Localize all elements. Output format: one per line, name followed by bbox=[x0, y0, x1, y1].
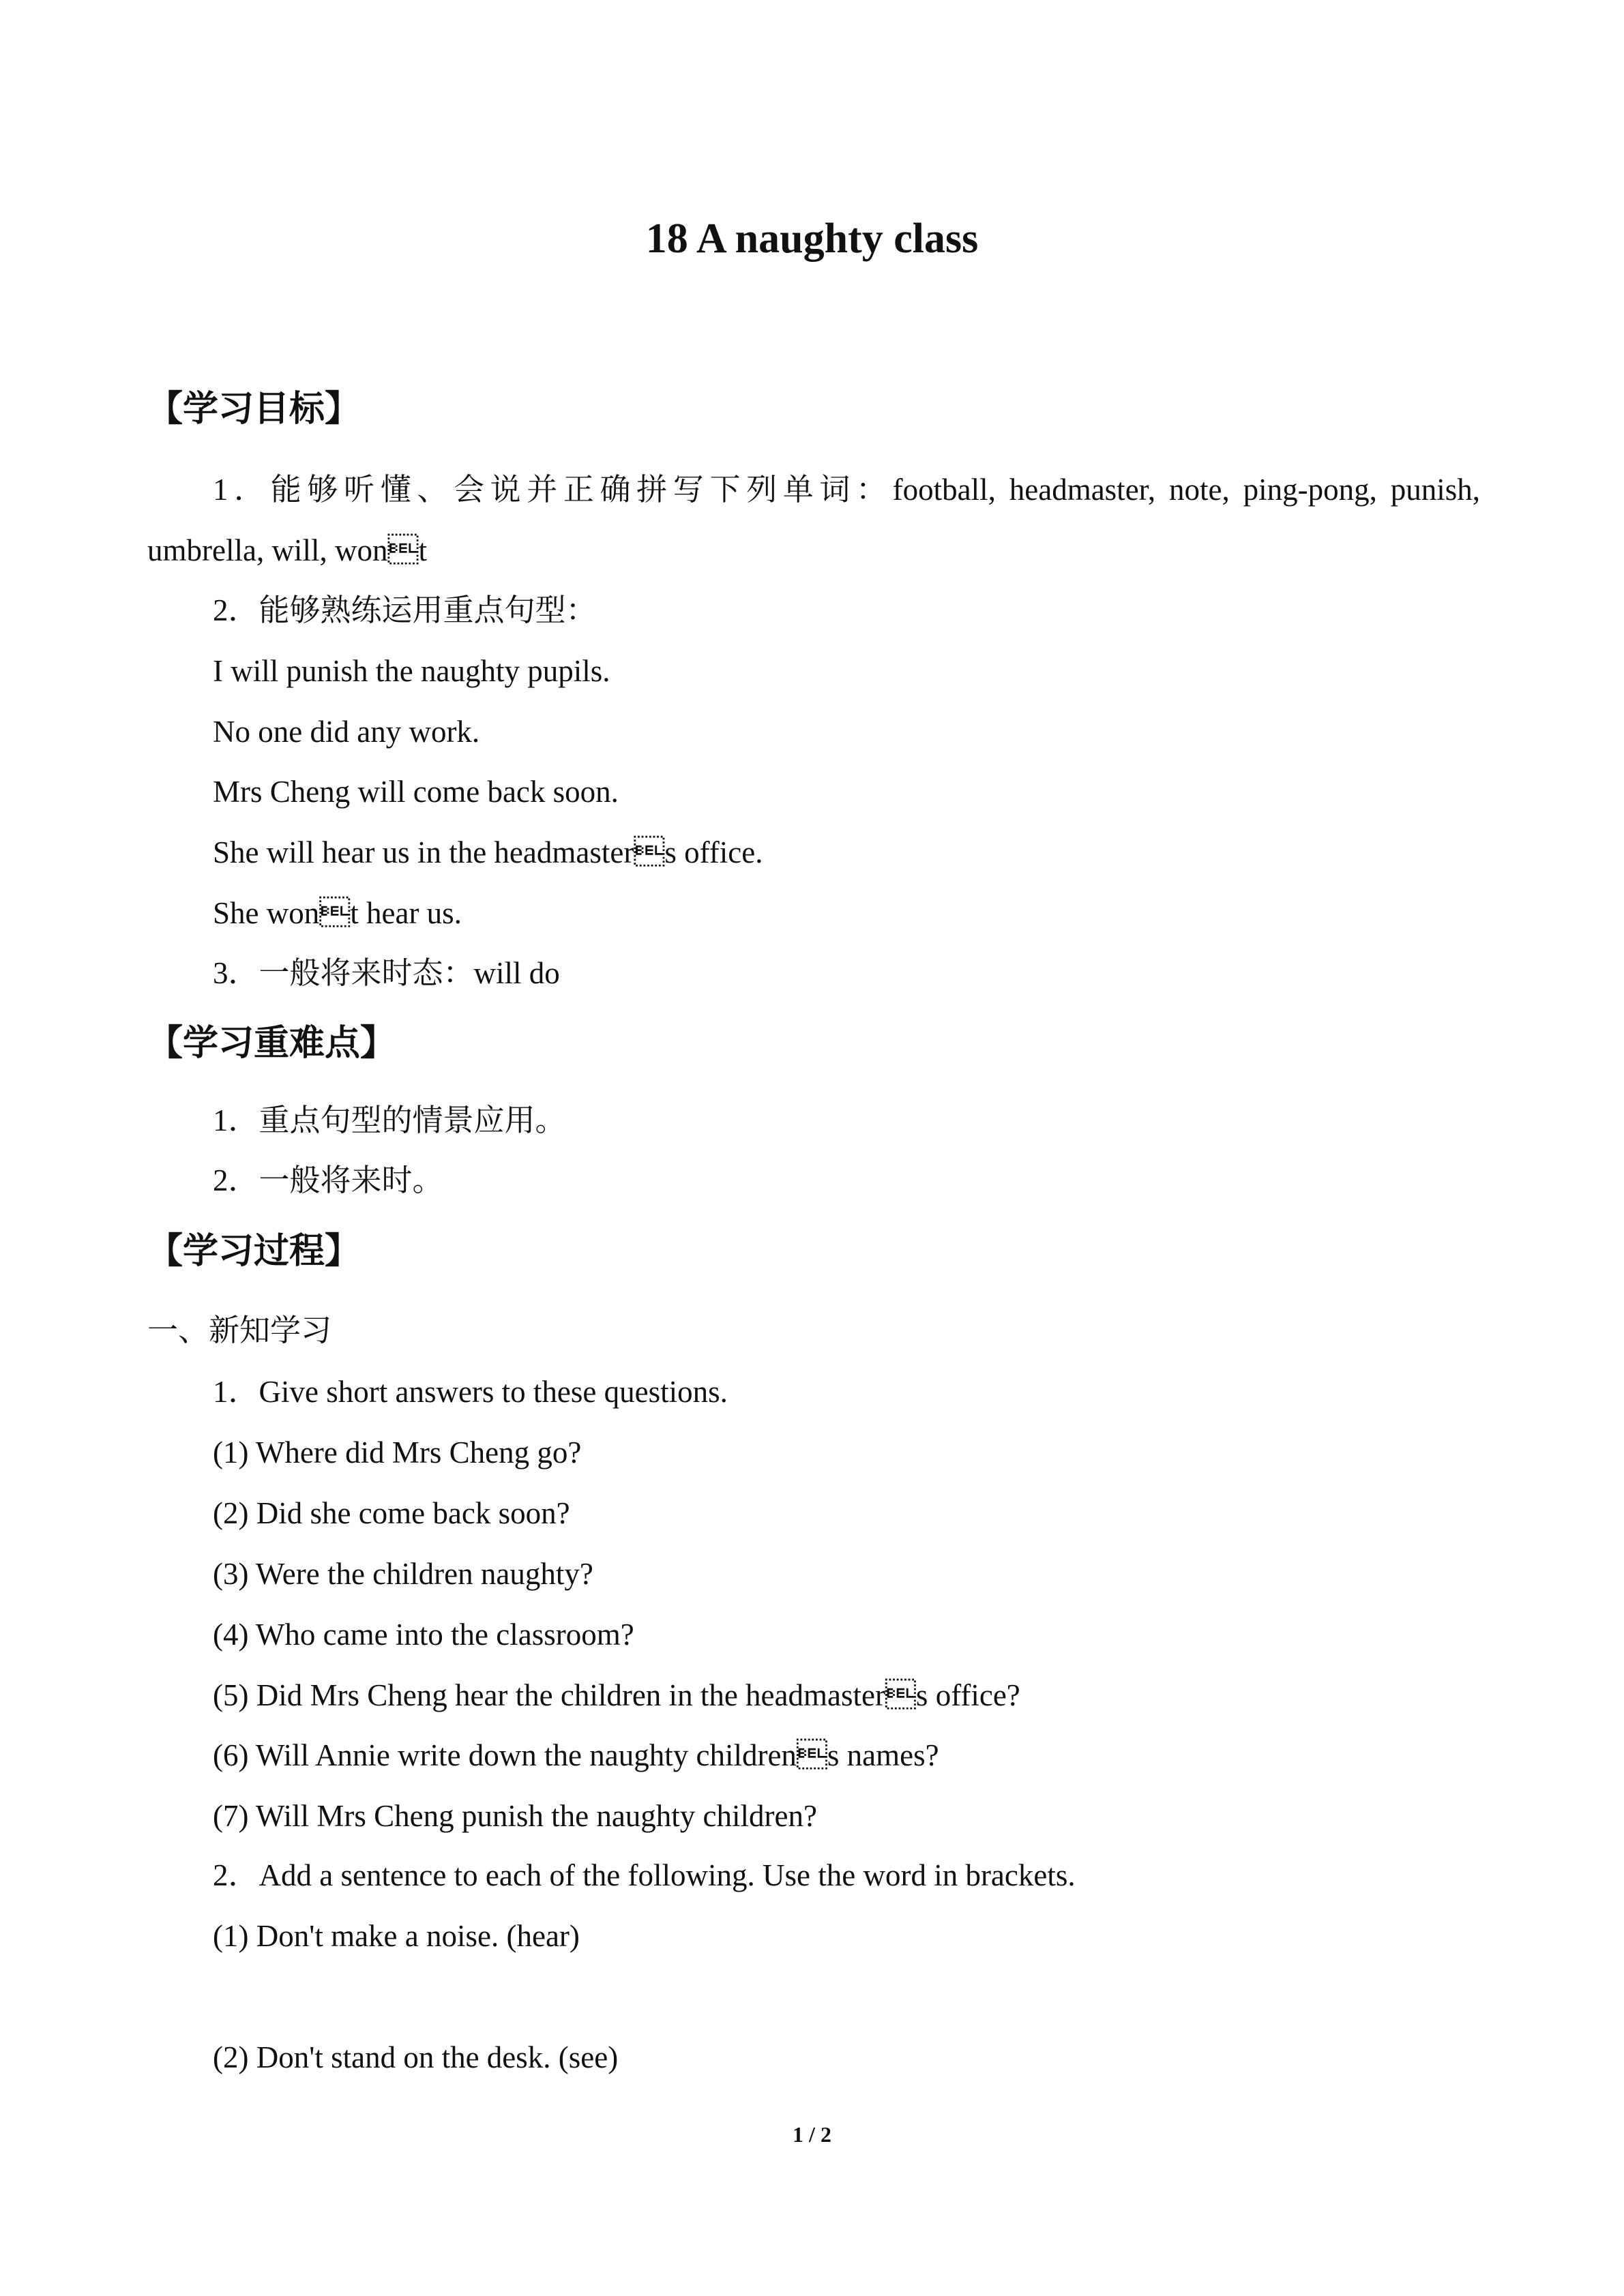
page-title: 18 A naughty class bbox=[645, 215, 979, 262]
key-sentence-2: No one did any work. bbox=[213, 715, 480, 749]
exercise-2-title: 2．Add a sentence to each of the following. Use the word in brackets. bbox=[213, 1858, 1076, 1892]
process-heading: 【学习过程】 bbox=[147, 1231, 361, 1272]
question-1: (1) Where did Mrs Cheng go? bbox=[213, 1435, 582, 1470]
key-point-2: 2．一般将来时。 bbox=[213, 1163, 443, 1197]
key-sentence-3: Mrs Cheng will come back soon. bbox=[213, 775, 619, 809]
question-3: (3) Were the children naughty? bbox=[213, 1557, 593, 1591]
question-5: (5) Did Mrs Cheng hear the children in the headmasters office? bbox=[213, 1678, 1020, 1712]
key-sentence-1: I will punish the naughty pupils. bbox=[213, 654, 610, 688]
page-number: 1 / 2 bbox=[793, 2122, 831, 2147]
question-2: (2) Did she come back soon? bbox=[213, 1496, 570, 1530]
objectives-heading: 【学习目标】 bbox=[147, 389, 361, 430]
objectives-item-1-line-2: umbrella, will, wont bbox=[147, 533, 427, 567]
exercise-2-item-2: (2) Don't stand on the desk. (see) bbox=[213, 2040, 619, 2074]
key-point-1: 1．重点句型的情景应用。 bbox=[213, 1103, 566, 1137]
key-sentence-4: She will hear us in the headmasters office. bbox=[213, 835, 763, 869]
exercise-1-title: 1．Give short answers to these questions. bbox=[213, 1375, 728, 1409]
part-1-title: 一、新知学习 bbox=[147, 1313, 332, 1347]
key-points-heading: 【学习重难点】 bbox=[147, 1023, 396, 1064]
question-7: (7) Will Mrs Cheng punish the naughty children? bbox=[213, 1799, 817, 1833]
objectives-item-3: 3．一般将来时态：will do bbox=[213, 956, 560, 990]
exercise-2-item-1: (1) Don't make a noise. (hear) bbox=[213, 1919, 580, 1953]
objectives-item-1-line-1: 1．能够听懂、会说并正确拼写下列单词：football, headmaster, note, ping-pong, punish, bbox=[213, 473, 1480, 507]
objectives-item-2: 2．能够熟练运用重点句型： bbox=[213, 593, 597, 627]
question-4: (4) Who came into the classroom? bbox=[213, 1617, 634, 1652]
question-6: (6) Will Annie write down the naughty childrens names? bbox=[213, 1738, 939, 1772]
key-sentence-5: She wont hear us. bbox=[213, 896, 462, 930]
